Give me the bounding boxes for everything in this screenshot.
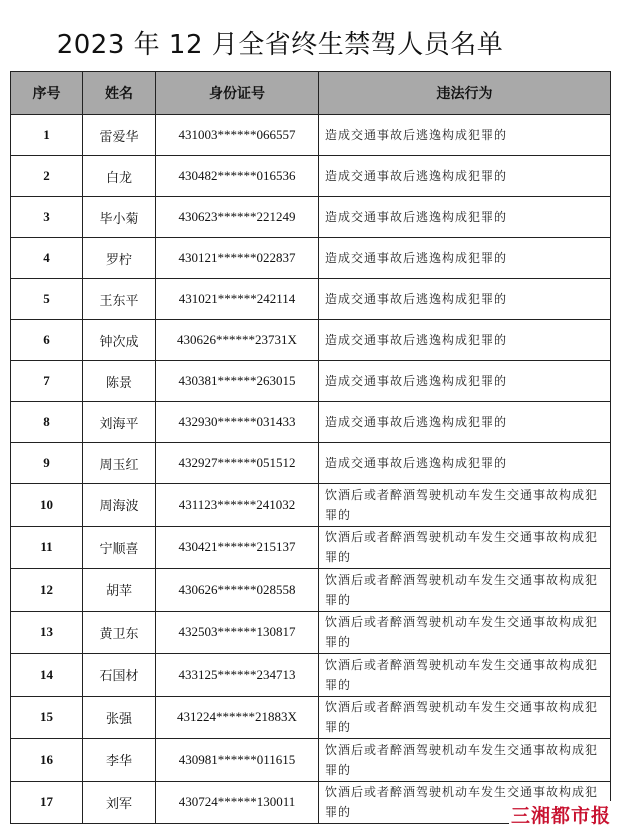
row-name: 陈景: [83, 361, 156, 402]
row-id: 431021******242114: [156, 279, 319, 320]
row-id: 432927******051512: [156, 443, 319, 484]
row-no: 7: [11, 361, 83, 402]
row-name: 毕小菊: [83, 197, 156, 238]
row-id: 430381******263015: [156, 361, 319, 402]
row-id: 430626******23731X: [156, 320, 319, 361]
row-id: 431003******066557: [156, 115, 319, 156]
row-name: 王东平: [83, 279, 156, 320]
row-offense: 造成交通事故后逃逸构成犯罪的: [319, 115, 611, 156]
row-offense: 造成交通事故后逃逸构成犯罪的: [319, 197, 611, 238]
row-name: 宁顺喜: [83, 526, 156, 569]
row-id: 432503******130817: [156, 611, 319, 654]
table-row: [11, 443, 611, 484]
page-title: 2023 年 12 月全省终生禁驾人员名单: [56, 30, 504, 60]
row-offense: 饮酒后或者醉酒驾驶机动车发生交通事故构成犯罪的: [319, 739, 611, 782]
row-offense: 饮酒后或者醉酒驾驶机动车发生交通事故构成犯罪的: [319, 654, 611, 697]
row-offense: 饮酒后或者醉酒驾驶机动车发生交通事故构成犯罪的: [319, 526, 611, 569]
row-id: 430421******215137: [156, 526, 319, 569]
row-no: 8: [11, 402, 83, 443]
row-no: 2: [11, 156, 83, 197]
row-id: 430626******028558: [156, 569, 319, 612]
row-name: 黄卫东: [83, 611, 156, 654]
row-no: 16: [11, 739, 83, 782]
row-id: 430724******130011: [156, 781, 319, 824]
table-row: [11, 402, 611, 443]
table-row: [11, 279, 611, 320]
row-no: 12: [11, 569, 83, 612]
row-id: 433125******234713: [156, 654, 319, 697]
row-offense: 造成交通事故后逃逸构成犯罪的: [319, 156, 611, 197]
newspaper-watermark: 三湘都市报: [509, 801, 613, 828]
row-no: 10: [11, 484, 83, 527]
row-no: 9: [11, 443, 83, 484]
table-row: [11, 320, 611, 361]
row-id: 432930******031433: [156, 402, 319, 443]
row-name: 张强: [83, 696, 156, 739]
table-header-row: [11, 72, 611, 115]
row-name: 雷爱华: [83, 115, 156, 156]
row-id: 430981******011615: [156, 739, 319, 782]
table-row: [11, 611, 611, 654]
row-no: 15: [11, 696, 83, 739]
row-offense: 造成交通事故后逃逸构成犯罪的: [319, 238, 611, 279]
row-no: 17: [11, 781, 83, 824]
table-row: [11, 569, 611, 612]
row-id: 431123******241032: [156, 484, 319, 527]
table-row: [11, 696, 611, 739]
header-offense: 违法行为: [319, 72, 611, 115]
table-row: [11, 361, 611, 402]
row-name: 石国材: [83, 654, 156, 697]
table-row: [11, 238, 611, 279]
table-row: [11, 739, 611, 782]
row-offense: 饮酒后或者醉酒驾驶机动车发生交通事故构成犯罪的: [319, 484, 611, 527]
row-name: 李华: [83, 739, 156, 782]
row-offense: 造成交通事故后逃逸构成犯罪的: [319, 443, 611, 484]
row-name: 罗柠: [83, 238, 156, 279]
row-name: 钟次成: [83, 320, 156, 361]
row-offense: 饮酒后或者醉酒驾驶机动车发生交通事故构成犯罪的: [319, 611, 611, 654]
ban-list-table: [10, 71, 611, 824]
row-name: 胡苹: [83, 569, 156, 612]
row-offense: 饮酒后或者醉酒驾驶机动车发生交通事故构成犯罪的: [319, 569, 611, 612]
row-id: 430121******022837: [156, 238, 319, 279]
row-offense: 造成交通事故后逃逸构成犯罪的: [319, 320, 611, 361]
row-offense: 饮酒后或者醉酒驾驶机动车发生交通事故构成犯罪的: [319, 696, 611, 739]
row-no: 14: [11, 654, 83, 697]
table-row: [11, 197, 611, 238]
row-name: 周玉红: [83, 443, 156, 484]
header-id: 身份证号: [156, 72, 319, 115]
row-no: 6: [11, 320, 83, 361]
row-no: 3: [11, 197, 83, 238]
row-no: 4: [11, 238, 83, 279]
table-row: [11, 526, 611, 569]
row-id: 430482******016536: [156, 156, 319, 197]
row-offense: 饮酒后或者醉酒驾驶机动车发生交通事故构成犯罪的: [319, 781, 611, 824]
table-row: [11, 156, 611, 197]
header-no: 序号: [11, 72, 83, 115]
row-offense: 造成交通事故后逃逸构成犯罪的: [319, 279, 611, 320]
row-offense: 造成交通事故后逃逸构成犯罪的: [319, 402, 611, 443]
row-name: 周海波: [83, 484, 156, 527]
row-name: 刘军: [83, 781, 156, 824]
table-row: [11, 654, 611, 697]
table-row: [11, 115, 611, 156]
row-id: 430623******221249: [156, 197, 319, 238]
row-no: 11: [11, 526, 83, 569]
row-no: 1: [11, 115, 83, 156]
row-name: 白龙: [83, 156, 156, 197]
table-row: [11, 484, 611, 527]
row-no: 13: [11, 611, 83, 654]
row-name: 刘海平: [83, 402, 156, 443]
header-name: 姓名: [83, 72, 156, 115]
row-no: 5: [11, 279, 83, 320]
row-id: 431224******21883X: [156, 696, 319, 739]
row-offense: 造成交通事故后逃逸构成犯罪的: [319, 361, 611, 402]
